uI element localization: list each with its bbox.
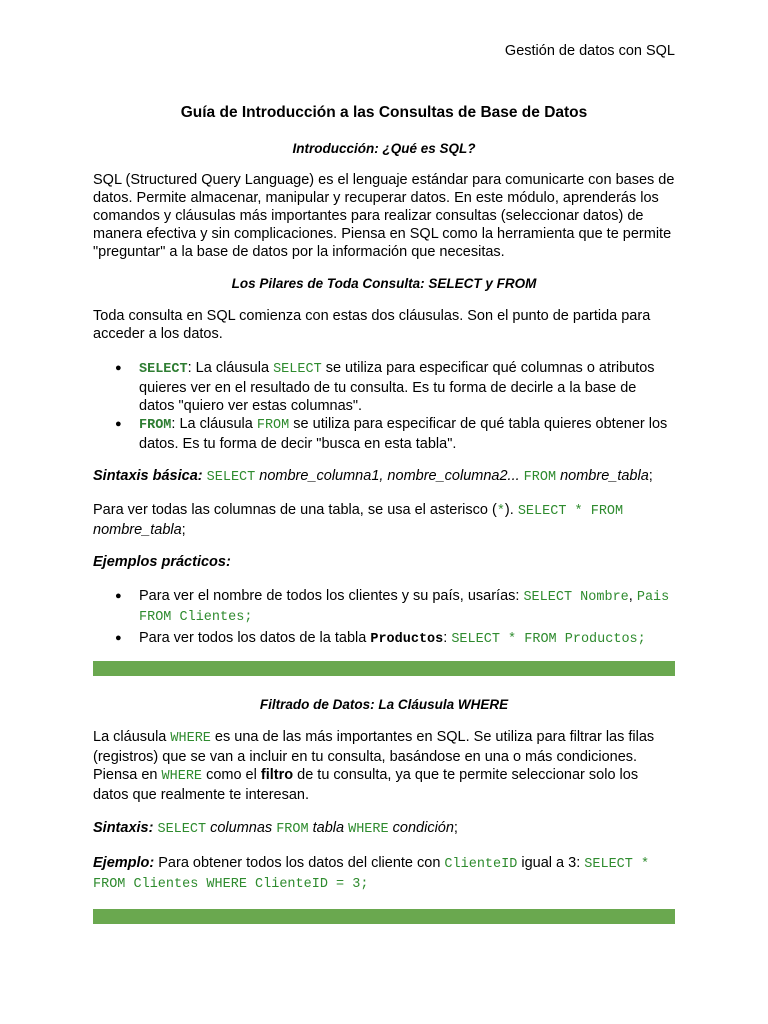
example1-code-c: FROM Clientes;: [139, 610, 253, 625]
syntax-basic-label: Sintaxis básica:: [93, 468, 203, 484]
select-all-table: nombre_tabla: [93, 522, 182, 538]
section-divider: [93, 661, 675, 676]
where-example-text: Para obtener todos los datos del cliente con: [154, 855, 445, 871]
where-example-code1: SELECT *: [584, 857, 650, 872]
select-all-end: ;: [181, 522, 186, 538]
list-item-select: [93, 359, 675, 415]
example2-table: Productos: [370, 632, 444, 647]
from-text-a: : La cláusula: [171, 416, 257, 432]
page-header: Gestión de datos con SQL: [504, 43, 675, 59]
where-syntax-label: Sintaxis:: [93, 820, 154, 836]
where-example-text2: igual a 3:: [517, 855, 585, 871]
document-title: Guía de Introducción a las Consultas de Base de Datos: [180, 104, 588, 121]
where-syntax-cond: condición: [388, 820, 454, 836]
example1-code-a: SELECT Nombre: [523, 590, 629, 605]
intro-heading: Introducción: ¿Qué es SQL?: [292, 141, 476, 156]
syntax-basic: [93, 467, 675, 487]
example1-code-b: Pais: [636, 590, 670, 605]
where-syntax-from: FROM: [276, 822, 309, 837]
where-example-label: Ejemplo:: [93, 855, 155, 871]
example1-comma: ,: [628, 588, 637, 604]
asterisk-code: *: [496, 504, 505, 519]
select-keyword: SELECT: [139, 362, 188, 377]
pillars-intro: Toda consulta en SQL comienza con estas dos cláusulas. Son el punto de partida para acceder a los datos.: [93, 308, 651, 342]
pillars-list: [93, 359, 675, 453]
section-divider-2: [93, 909, 675, 924]
where-text-c: como el: [202, 767, 261, 783]
select-text-b: se utiliza para especificar qué columnas o atributos quieres ver en el resultado de tu consulta. Es tu forma de decirle a la base de datos "quiero ver estas columnas".: [139, 360, 655, 414]
where-syntax-select: SELECT: [157, 822, 207, 837]
select-all-mid: ).: [504, 502, 518, 518]
syntax-cols: nombre_columna1, nombre_columna2...: [255, 468, 520, 484]
select-text-a: : La cláusula: [187, 360, 274, 376]
from-text-b: se utiliza para especificar de qué tabla quieres obtener los datos. Es tu forma de decir "busca en esta tabla".: [139, 416, 668, 452]
where-text-b: es una de las más importantes en SQL. Se utiliza para filtrar las filas (registros) que se van a incluir en tu consulta, basándose en una o más condiciones. Piensa en: [93, 729, 655, 783]
intro-paragraph: SQL (Structured Query Language) es el lenguaje estándar para comunicarte con bases de datos. Permite almacenar, manipular y recuperar datos. En este módulo, aprenderás los comandos y cláusulas más importantes para realizar consultas (seleccionar datos) de manera efectiva y sin complicaciones. Piensa en SQL como la herramienta que te permite "preguntar" a la base de datos por la información que necesitas.: [93, 172, 675, 260]
examples-label: Ejemplos prácticos:: [93, 554, 231, 570]
where-heading: Filtrado de Datos: La Cláusula WHERE: [259, 697, 509, 712]
where-paragraph: [93, 728, 675, 804]
from-keyword: FROM: [139, 418, 172, 433]
where-syntax-end: ;: [453, 820, 458, 836]
where-syntax: [93, 819, 675, 839]
where-syntax-table: tabla: [308, 820, 349, 836]
syntax-table: nombre_tabla: [556, 468, 649, 484]
syntax-end: ;: [648, 468, 653, 484]
example2-colon: :: [443, 630, 452, 646]
where-example-id: ClienteID: [444, 857, 518, 872]
select-all-code: SELECT * FROM: [517, 504, 624, 519]
where-text-d: de tu consulta, ya que te permite seleccionar solo los datos que realmente te interesan.: [93, 767, 639, 803]
select-all-paragraph: [93, 501, 675, 539]
where-keyword-2: WHERE: [161, 769, 203, 784]
examples-list: [93, 587, 675, 649]
where-keyword: WHERE: [170, 731, 211, 746]
where-example-code2: FROM Clientes WHERE ClienteID = 3;: [93, 877, 369, 892]
example2-text: Para ver todos los datos de la tabla: [139, 630, 371, 646]
from-keyword-inline: FROM: [256, 418, 290, 433]
example1-text: Para ver el nombre de todos los clientes y su país, usarías:: [139, 588, 524, 604]
where-example: [93, 854, 675, 894]
syntax-from-code: FROM: [523, 470, 557, 485]
example-item-1: [93, 587, 675, 627]
select-all-text: Para ver todas las columnas de una tabla, se usa el asterisco (: [93, 502, 497, 518]
example-item-2: [93, 629, 675, 649]
select-keyword-inline: SELECT: [273, 362, 322, 377]
syntax-select-code: SELECT: [206, 470, 256, 485]
where-text-a: La cláusula: [93, 729, 171, 745]
list-item-from: [93, 415, 675, 453]
filtro-bold: filtro: [260, 767, 294, 783]
where-syntax-where: WHERE: [348, 822, 389, 837]
where-syntax-cols: columnas: [206, 820, 277, 836]
pillars-heading: Los Pilares de Toda Consulta: SELECT y FROM: [231, 276, 537, 291]
example2-code: SELECT * FROM Productos;: [451, 632, 646, 647]
